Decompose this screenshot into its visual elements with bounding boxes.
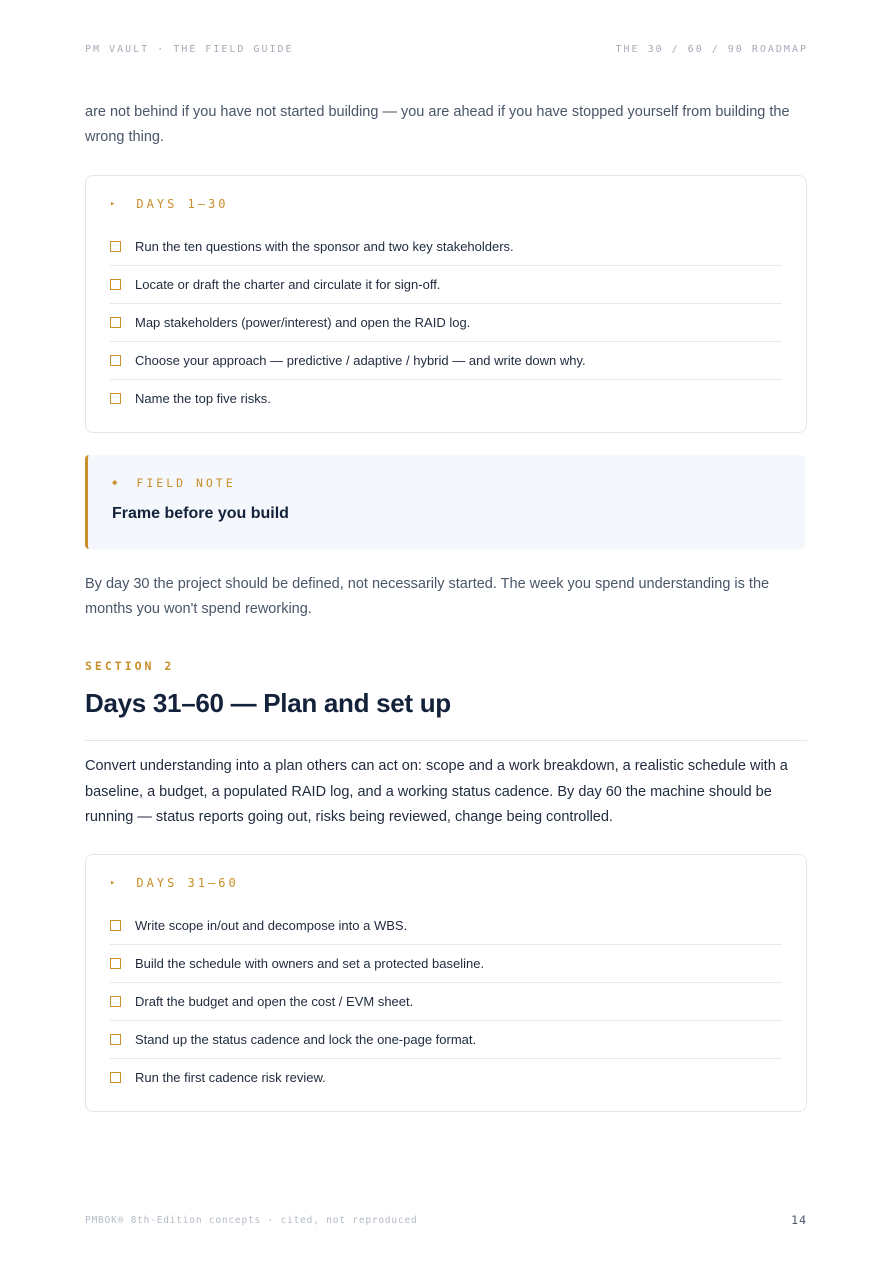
checklist-item-label: Write scope in/out and decompose into a WBS. — [135, 918, 408, 933]
checklist-item[interactable] — [110, 342, 782, 380]
checklist-item[interactable] — [110, 945, 782, 983]
section-body: Convert understanding into a plan others can act on: scope and a work breakdown, a realistic schedule with a baseline, a budget, a populated RAID log, and a working status cadence. By day 60 the machine should be running — status reports going out, risks being reviewed, change being controlled. — [85, 758, 788, 825]
checklist-title: DAYS 31–60 — [136, 876, 239, 890]
checkbox-icon[interactable] — [110, 355, 121, 366]
checklist-item[interactable] — [110, 983, 782, 1021]
triangle-right-icon: ▸ — [110, 199, 119, 209]
section-divider — [85, 740, 807, 741]
checkbox-icon[interactable] — [110, 1034, 121, 1045]
checklist-item-label: Choose your approach — predictive / adaptive / hybrid — and write down why. — [135, 353, 586, 368]
checklist-item[interactable] — [110, 380, 782, 417]
checklist-item-label: Draft the budget and open the cost / EVM sheet. — [135, 994, 414, 1009]
checklist-item[interactable] — [110, 1021, 782, 1059]
checkbox-icon[interactable] — [110, 920, 121, 931]
field-note-label-text: FIELD NOTE — [136, 476, 236, 490]
running-header — [85, 44, 808, 55]
checkbox-icon[interactable] — [110, 393, 121, 404]
checklist-item[interactable] — [110, 228, 782, 266]
field-note-callout — [85, 455, 805, 549]
section-title: Days 31–60 — Plan and set up — [85, 688, 451, 718]
checklist-title: DAYS 1–30 — [136, 197, 229, 211]
checklist-item-label: Stand up the status cadence and lock the one-page format. — [135, 1032, 477, 1047]
checklist-heading — [110, 197, 806, 211]
checklist-item-label: Name the top five risks. — [135, 391, 271, 406]
checklist-item-label: Run the first cadence risk review. — [135, 1070, 326, 1085]
checklist-item-label: Run the ten questions with the sponsor and two key stakeholders. — [135, 239, 514, 254]
checklist-item-label: Locate or draft the charter and circulate it for sign-off. — [135, 277, 441, 292]
checkbox-icon[interactable] — [110, 958, 121, 969]
section-kicker: SECTION 2 — [85, 659, 175, 673]
checklist-heading — [110, 876, 806, 890]
checklist-item[interactable] — [110, 266, 782, 304]
checkbox-icon[interactable] — [110, 1072, 121, 1083]
checklist-item[interactable] — [110, 907, 782, 945]
checklist-item-label: Map stakeholders (power/interest) and open the RAID log. — [135, 315, 471, 330]
checkbox-icon[interactable] — [110, 317, 121, 328]
checklist-item[interactable] — [110, 304, 782, 342]
after-note-paragraph: By day 30 the project should be defined, not necessarily started. The week you spend understanding is the months you won't spend reworking. — [85, 576, 770, 617]
field-note-title: Frame before you build — [112, 505, 289, 522]
checkbox-icon[interactable] — [110, 279, 121, 290]
checklist-items — [110, 228, 782, 417]
checklist-days-31-60 — [85, 854, 807, 1112]
running-header-right: THE 30 / 60 / 90 ROADMAP — [615, 44, 808, 55]
checklist-item-label: Build the schedule with owners and set a protected baseline. — [135, 956, 485, 971]
checklist-items — [110, 907, 782, 1096]
checkbox-icon[interactable] — [110, 996, 121, 1007]
checklist-item[interactable] — [110, 1059, 782, 1096]
checkbox-icon[interactable] — [110, 241, 121, 252]
diamond-icon: ◆ — [112, 478, 121, 488]
footer-citation: PMBOK® 8th-Edition concepts · cited, not reproduced — [85, 1215, 418, 1226]
field-note-label — [112, 476, 236, 490]
running-header-left: PM VAULT · THE FIELD GUIDE — [85, 44, 294, 55]
checklist-days-1-30 — [85, 175, 807, 433]
intro-paragraph: are not behind if you have not started building — you are ahead if you have stopped yourself from building the wrong thing. — [85, 104, 790, 145]
triangle-right-icon: ▸ — [110, 878, 119, 888]
page-number: 14 — [791, 1213, 807, 1227]
